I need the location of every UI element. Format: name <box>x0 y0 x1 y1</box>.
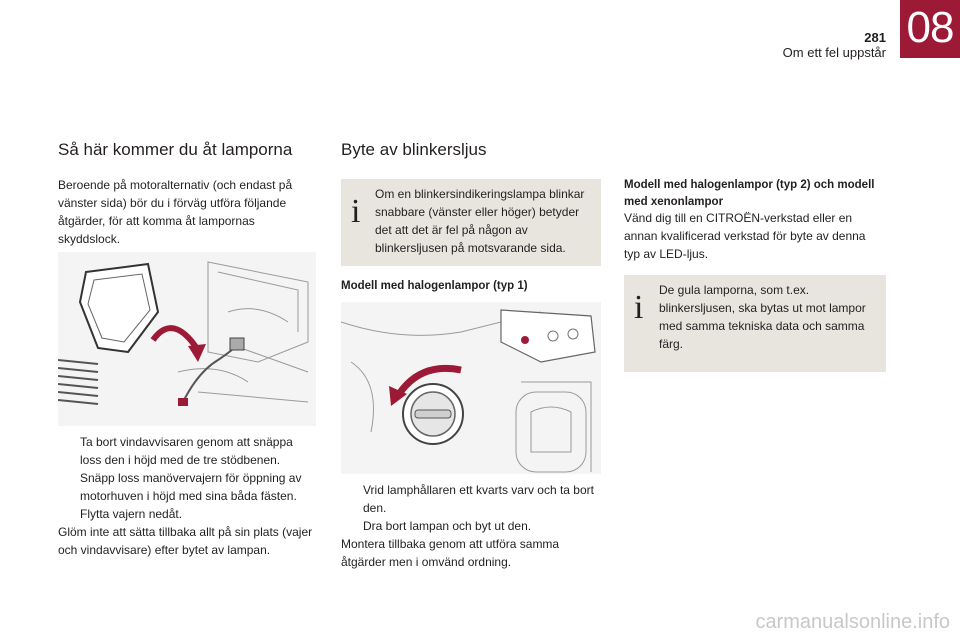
info-text: De gula lamporna, som t.ex. blinkersljusen, ska bytas ut mot lampor med samma tekniska data och samma färg. <box>659 283 866 351</box>
closing-note: Montera tillbaka genom att utföra samma åtgärder men i omvänd ordning. <box>341 537 560 569</box>
list-item <box>58 433 316 469</box>
section-heading-access-lamps: Så här kommer du åt lamporna <box>58 140 293 159</box>
section-heading-blinkers: Byte av blinkersljus <box>341 140 487 159</box>
info-text: Om en blinkersindikeringslampa blinkar snabbare (vänster eller höger) betyder det att det är fel på någon av blinkersljusen på motsvarande sida. <box>375 187 585 255</box>
list-item <box>341 517 601 535</box>
closing-note: Glöm inte att sätta tillbaka allt på sin plats (vajer och vindavvisare) efter bytet av lampan. <box>58 525 313 557</box>
step-text: Dra bort lampan och byt ut den. <box>363 519 532 533</box>
right-paragraph: Vänd dig till en CITROËN-verkstad eller en annan kvalificerad verkstad för byte av denna typ av LED-ljus. <box>624 211 866 261</box>
list-item <box>58 505 316 523</box>
info-icon: i <box>634 289 644 326</box>
page-number: 281 <box>864 30 886 45</box>
list-item <box>58 469 316 505</box>
subheading-type1: Modell med halogenlampor (typ 1) <box>341 280 528 292</box>
chapter-number-tab: 08 <box>900 0 960 58</box>
info-box-bulbs <box>624 275 886 372</box>
step-text: Ta bort vindavvisaren genom att snäppa loss den i höjd med de tre stödbenen. <box>80 435 293 467</box>
lamp-holder-illustration <box>341 302 601 474</box>
left-step-list <box>58 433 316 523</box>
watermark: carmanualsonline.info <box>755 611 950 633</box>
info-icon: i <box>351 193 361 230</box>
subheading-type2-xenon: Modell med halogenlampor (typ 2) och modell med xenonlampor <box>624 179 875 208</box>
step-text: Snäpp loss manövervajern för öppning av motorhuven i höjd med sina båda fästen. <box>80 471 302 503</box>
middle-step-list <box>341 481 601 535</box>
step-text: Flytta vajern nedåt. <box>80 507 183 521</box>
intro-paragraph: Beroende på motoralternativ (och endast på vänster sida) bör du i förväg utföra följande åtgärder, för att komma åt lampornas skyddslock. <box>58 178 293 246</box>
info-box-blinker <box>341 179 601 266</box>
list-item <box>341 481 601 517</box>
step-text: Vrid lamphållaren ett kvarts varv och ta bort den. <box>363 483 594 515</box>
middle-steps <box>341 481 601 571</box>
engine-bay-illustration <box>58 252 316 426</box>
chapter-title: Om ett fel uppstår <box>782 45 886 60</box>
left-steps <box>58 433 316 559</box>
